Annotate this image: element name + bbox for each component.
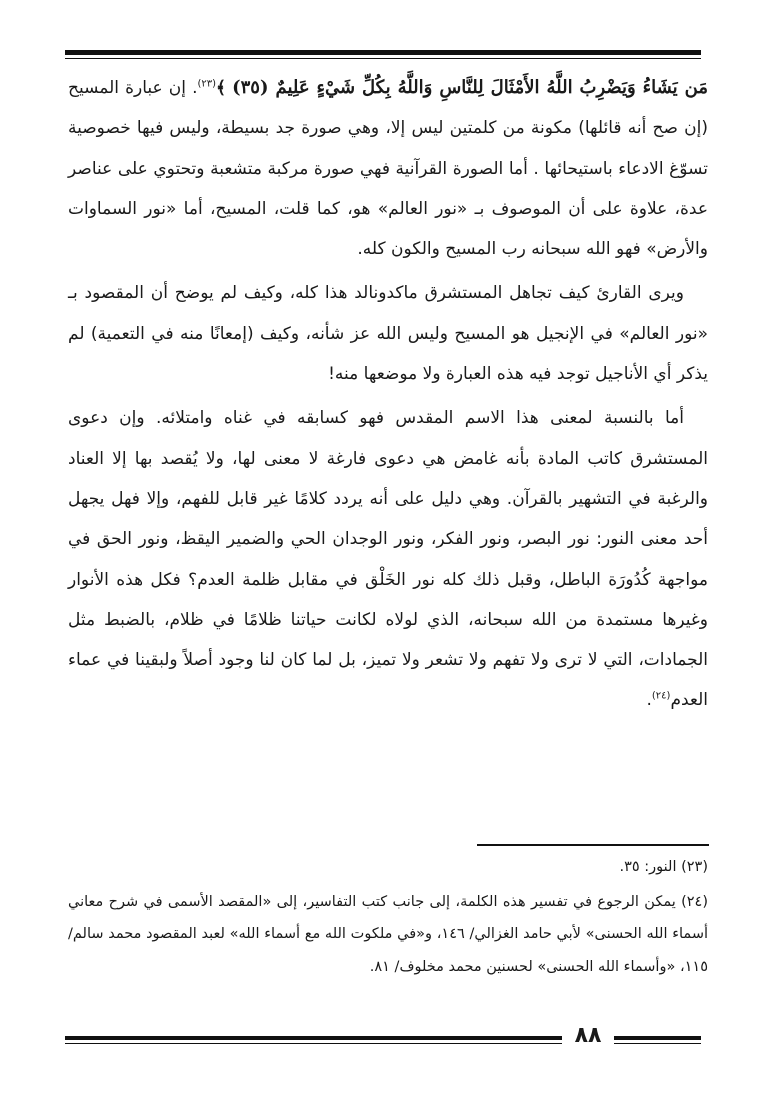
header-rule-thick [65,50,701,55]
paragraph-3 [68,398,708,720]
header-rule-thin [65,58,701,59]
paragraph-3-text: أما بالنسبة لمعنى هذا الاسم المقدس فهو كسابقه في غناه وامتلائه. وإن دعوى المستشرق كاتب المادة بأنه غامض هي دعوى فارغة لا معنى لها، ولا يُقصد بها إلا العناد والرغبة في التشهير بالقرآن. وهي دليل على أنه يردد كلامًا غير قابل للفهم، وإلا فهل يجهل أحد معنى النور: نور البصر، ونور الفكر، ونور الوجدان الحي والضمير اليقظ، ونور الحق في مواجهة كُدُورَة الباطل، وقبل ذلك كله نور الخَلْق في مقابل ظلمة العدم؟ فكل هذه الأنوار وغيرها مستمدة من الله سبحانه، الذي لولاه لكانت حياتنا ظلامًا في ظلام، بالضبط مثل الجمادات، التي لا ترى ولا تفهم ولا تشعر ولا تميز، بل لما كان لنا وجود أصلاً ولبقينا في عماء العدم [68,408,708,711]
paragraph-1-text: . إن عبارة المسيح (إن صح أنه قائلها) مكونة من كلمتين ليس إلا، وهي صورة جد بسيطة، وليس فيها خصوصية تسوّغ الادعاء باستيحائها . أما الصورة القرآنية فهي صورة مركبة متشعبة وتحتوي على عناصر عدة، علاوة على أن الموصوف بـ «نور العالم» هو، كما قلت، المسيح، أما «نور السماوات والأرض» فهو الله سبحانه رب المسيح والكون كله. [68,78,708,260]
footnote-ref-23: (٢٣) [197,78,217,90]
paragraph-3-end: . [646,690,652,711]
quran-ayah: مَن يَشَاءُ وَيَضْرِبُ اللَّهُ الأَمْثَالَ لِلنَّاسِ وَاللَّهُ بِكُلِّ شَيْءٍ عَلِيمٌ (٣٥) [232,77,708,98]
paragraph-2: ويرى القارئ كيف تجاهل المستشرق ماكدونالد هذا كله، وكيف لم يوضح أن المقصود بـ «نور العالم» في الإنجيل هو المسيح وليس الله عز شأنه، وكيف (إمعانًا منه في التعمية) لم يذكر أي الأناجيل توجد فيه هذه العبارة ولا موضعها منه! [68,283,708,385]
ayah-close-bracket: ﴾ [216,78,226,98]
footnote-ref-24: (٢٤) [651,690,671,702]
footnotes [68,851,708,983]
page-number-box [562,1019,614,1053]
footnote-23: (٢٣) النور: ٣٥. [619,859,708,875]
page-number: ٨٨ [574,1023,602,1048]
main-text [68,68,708,721]
footnote-separator [477,844,709,846]
footnote-24: (٢٤) يمكن الرجوع في تفسير هذه الكلمة، إلى جانب كتب التفاسير، إلى «المقصد الأسمى في شرح معاني أسماء الله الحسنى» لأبي حامد الغزالي/ ١٤٦، و«في ملكوت الله مع أسماء الله» لعبد المقصود محمد سالم/ ١١٥، «وأسماء الله الحسنى» لحسنين محمد مخلوف/ ٨١. [68,893,708,975]
paragraph-1 [68,68,708,269]
